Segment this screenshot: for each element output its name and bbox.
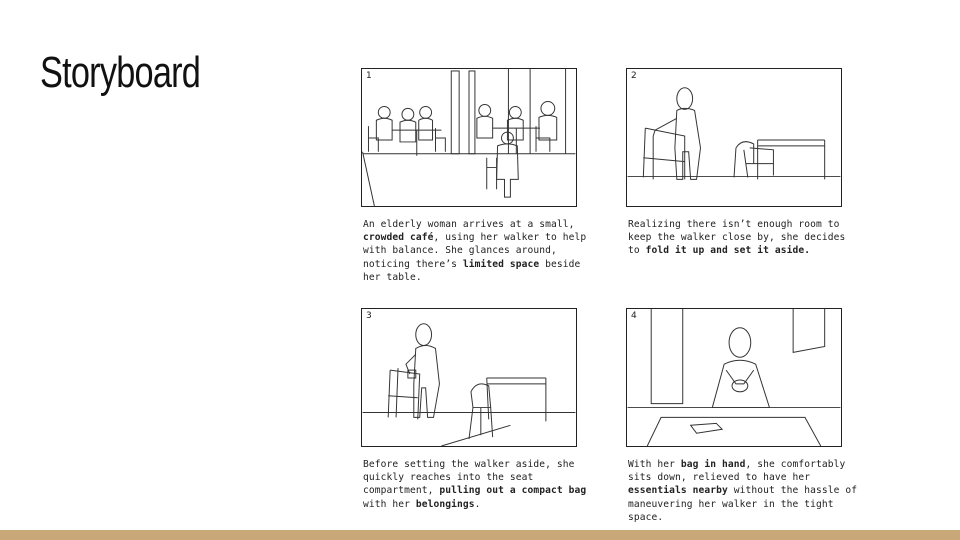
caption-text: Realizing there isn’t enough room to keep the walker close by, she decides to [628, 219, 846, 257]
panel-4-caption [628, 458, 858, 524]
slide-title: Storyboard [40, 48, 201, 97]
folding-walker-illustration [627, 69, 841, 206]
pulling-out-bag-illustration [362, 309, 576, 446]
panel-number: 3 [366, 311, 372, 321]
caption-text: , using her walker to help with balance. She glances around, noticing there’s [363, 232, 587, 270]
storyboard-panel-3 [361, 308, 577, 447]
caption-emphasis: pulling out a compact bag [439, 485, 587, 497]
caption-emphasis: bag in hand [680, 459, 746, 470]
caption-emphasis: belongings [415, 498, 475, 510]
cafe-scene-illustration [362, 69, 576, 206]
storyboard-panel-1 [361, 68, 577, 207]
caption-text: Before setting the walker aside, she quickly reaches into the seat compartment, [363, 459, 575, 497]
panel-number: 1 [366, 71, 372, 81]
panel-2-caption [628, 218, 858, 258]
storyboard-panel-4 [626, 308, 842, 447]
caption-text: An elderly woman arrives at a small, [363, 219, 575, 230]
caption-emphasis: limited space [462, 258, 540, 270]
bottom-accent-bar [0, 530, 960, 540]
panel-number: 2 [631, 71, 637, 81]
caption-text: without the hassle of maneuvering her walker in the tight space. [628, 485, 858, 523]
caption-text: With her [628, 459, 681, 470]
panel-number: 4 [631, 311, 637, 321]
caption-text: , she comfortably sits down, relieved to have her [628, 459, 846, 484]
caption-emphasis: crowded café [363, 232, 434, 244]
caption-emphasis: essentials nearby [628, 485, 728, 497]
seated-with-bag-illustration [627, 309, 841, 446]
caption-emphasis: fold it up and set it aside. [645, 245, 811, 257]
caption-text: with her [363, 498, 416, 510]
storyboard-panel-2 [626, 68, 842, 207]
panel-1-caption [363, 218, 593, 284]
caption-text: . [474, 498, 481, 510]
panel-3-caption [363, 458, 593, 511]
caption-text: beside her table. [363, 258, 581, 283]
